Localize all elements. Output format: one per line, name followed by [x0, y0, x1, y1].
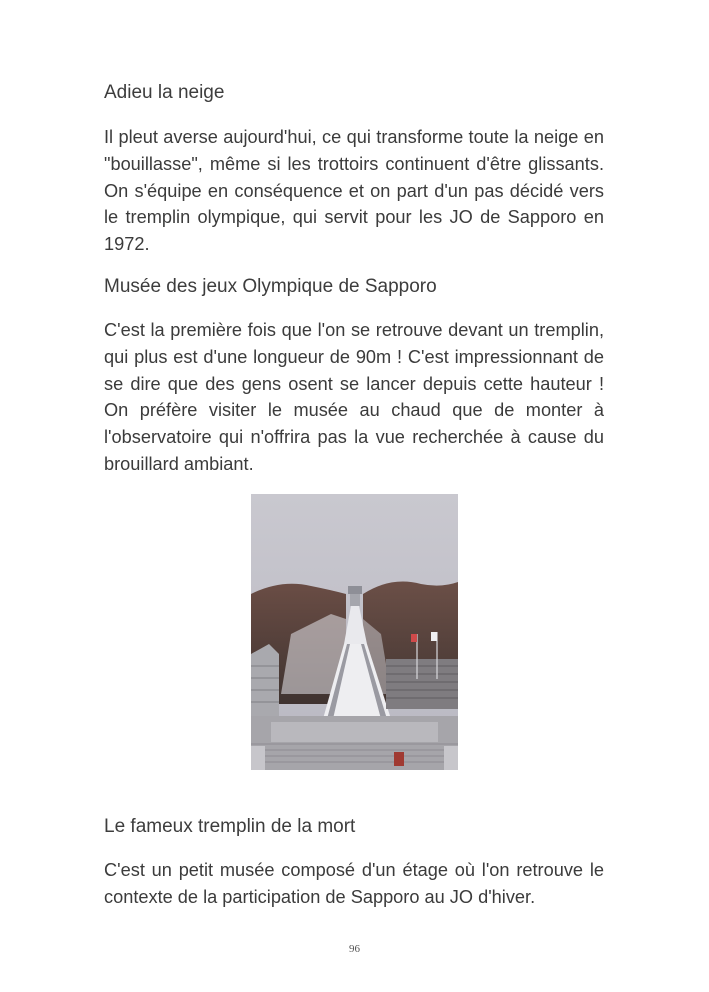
section-heading-adieu: Adieu la neige — [104, 82, 225, 103]
page-number: 96 — [349, 943, 360, 955]
ski-jump-photo — [251, 494, 458, 770]
section-heading-museum: Musée des jeux Olympique de Sapporo — [104, 276, 437, 297]
paragraph-rain: Il pleut averse aujourd'hui, ce qui transforme toute la neige en "bouillasse", même si les trottoirs continuent d'être glissants. On s'équipe en conséquence et on part d'un pas décidé vers le tremplin olympique, qui servit pour les JO de Sapporo en 1972. — [104, 127, 604, 255]
section-heading-tremplin: Le fameux tremplin de la mort — [104, 816, 356, 837]
paragraph-museum-floor: C'est un petit musée composé d'un étage où l'on retrouve le contexte de la participation de Sapporo au JO d'hiver. — [104, 860, 604, 907]
paragraph-ski-jump: C'est la première fois que l'on se retrouve devant un tremplin, qui plus est d'une longueur de 90m ! C'est impressionnant de se dire que des gens osent se lancer depuis cette hauteur ! On préfère visiter le musée au chaud que de monter à l'observatoire qui n'offrira pas la vue recherchée à cause du brouillard ambiant. — [104, 320, 604, 474]
